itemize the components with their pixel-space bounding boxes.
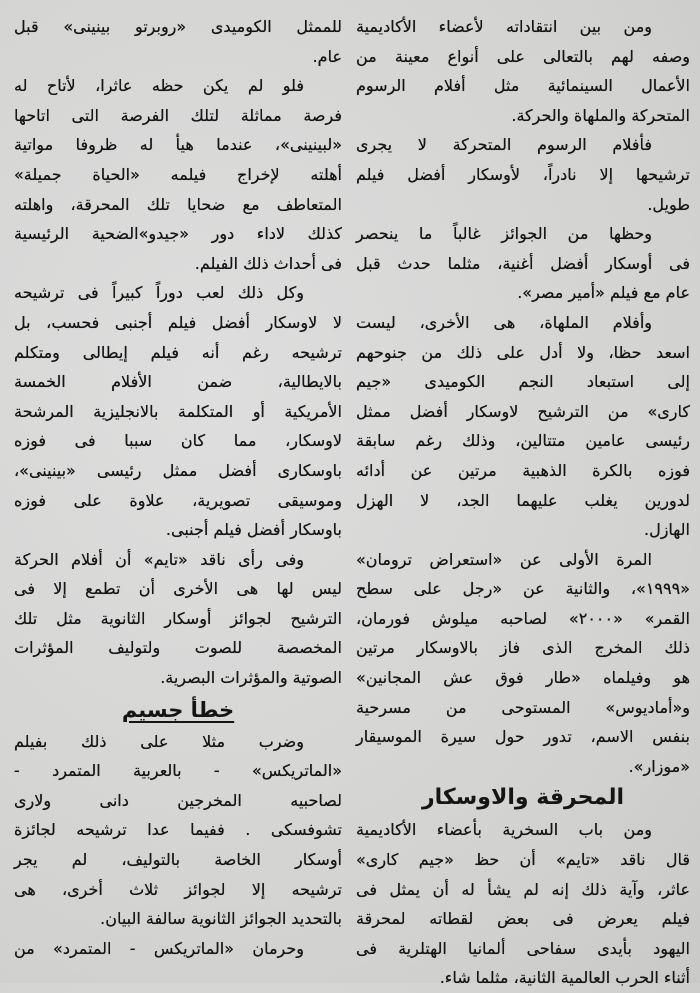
text-line: ترشيحه رغم أنه فيلم إيطالى ومتكلم: [14, 342, 342, 362]
paragraph: [356, 308, 690, 545]
text-line: فلو لم يكن حظه عاثرا، لأتاح له: [14, 76, 304, 96]
text-line: ليس لها هى الأخرى أن تطمع إلا فى: [14, 579, 342, 599]
text-line: ترشيحه إلا لجوائز ثلاث أخرى، هى: [14, 879, 342, 899]
text-line: «لبينينى»، عندما هيأ له ظروفا مواتية: [14, 135, 342, 155]
text-line: الأعمال السينمائية مثل أفلام الرسوم: [356, 76, 690, 96]
text-line: المتعاطف مع ضحايا تلك المحرقة، واهلته: [14, 194, 342, 214]
text-line: وحرمان «الماتريكس - المتمرد» من: [14, 938, 304, 958]
text-line: الصوتية والمؤثرات البصرية.: [160, 668, 342, 688]
text-line: لصاحبيه المخرجين دانى ولارى: [14, 790, 342, 810]
text-line: وفى رأى ناقد «تايم» أن أفلام الحركة: [14, 549, 304, 569]
text-line: عاثر، وآية ذلك إنه لم يشأ له أن يمثل فى: [356, 879, 690, 899]
paragraph: [14, 71, 342, 278]
text-line: اسعد حظا، ولا أدل على ذلك من جنوحهم: [356, 342, 690, 362]
text-line: الهازل.: [643, 520, 690, 540]
text-line: وصفه لهم بالتعالى على أنواع معينة من: [356, 46, 690, 66]
paragraph: [14, 545, 342, 693]
paragraph: [356, 12, 690, 130]
text-line: فأفلام الرسوم المتحركة لا يجرى: [356, 135, 652, 155]
text-line: عام مع فيلم «أمير مصر».: [517, 283, 690, 303]
text-line: عام.: [312, 46, 342, 66]
text-line: لا لاوسكار أفضل فيلم أجنبى فحسب، بل: [14, 312, 342, 332]
text-line: إلى استبعاد النجم الكوميدى «جيم: [356, 372, 690, 392]
text-line: ومن بين انتقاداته لأعضاء الأكاديمية: [356, 17, 652, 36]
text-line: فيلم يعرض فى بعض لقطاته لمحرقة: [356, 909, 690, 929]
text-line: أهلته لإخراج فيلمه «الحياة جميلة»: [14, 164, 342, 184]
text-line: الترشيح لجوائز أوسكار الثانوية مثل تلك: [14, 608, 342, 628]
text-line: قال ناقد «تايم» أن حظ «جيم كارى»: [356, 850, 690, 870]
text-line: رئيسى عامين متتالين، وذلك رغم سابقة: [356, 431, 690, 451]
text-line: وحظها من الجوائز غالباً ما ينحصر: [356, 224, 652, 244]
paragraph: [14, 727, 342, 934]
text-line: فى أوسكار أفضل أغنية، مثلما حدث قبل: [356, 253, 690, 273]
text-line: القمر» «٢٠٠٠» لصاحبه ميلوش فورمان،: [356, 608, 690, 628]
text-line: فى أحداث ذلك الفيلم.: [194, 253, 342, 273]
text-line: «١٩٩٩»، والثانية عن «رجل على سطح: [356, 579, 690, 599]
text-line: باوسكارى أفضل ممثل رئيسى «بينينى»،: [14, 460, 342, 480]
paragraph: [356, 219, 690, 308]
section-heading: خطأ جسيم: [121, 697, 235, 722]
paragraph: [14, 12, 342, 71]
text-line: أثناء الحرب العالمية الثانية، مثلما شاء.: [439, 968, 690, 988]
text-line: فرصة مماثلة لتلك الفرصة التى اتاحها: [14, 105, 342, 125]
text-line: بالايطالية، ضمن الأفلام الخمسة: [14, 372, 342, 392]
text-line: وكل ذلك لعب دوراً كبيراً فى ترشيحه: [14, 283, 304, 303]
text-line: و«أماديوس» المستوحى من مسرحية: [356, 697, 690, 717]
text-line: هو وفيلماه «طار فوق عش المجانين»: [356, 668, 690, 688]
text-line: ترشيحها إلا نادراً، لأوسكار أفضل فيلم: [356, 164, 690, 184]
paragraph: [356, 815, 690, 993]
paragraph: [14, 934, 342, 964]
text-line: اليهود بأيدى سفاحى ألمانيا الهتلرية فى: [356, 938, 690, 958]
text-line: وأفلام الملهاة، هى الأخرى، ليست: [356, 312, 652, 332]
text-line: وموسيقى تصويرية، علاوة على فوزه: [14, 490, 342, 510]
text-line: بنفس الاسم، تدور حول سيرة الموسيقار: [356, 727, 690, 747]
article-column-right: [356, 12, 690, 993]
paragraph: [356, 545, 690, 782]
text-line: لدورين يغلب عليهما الجد، لا الهزل: [356, 490, 690, 510]
article-column-left: [14, 12, 342, 963]
text-line: وضرب مثلا على ذلك بفيلم: [14, 731, 304, 751]
text-line: طويل.: [647, 194, 690, 214]
text-line: تشوفسكى . ففيما عدا ترشيحه لجائزة: [14, 820, 342, 840]
text-line: المتحركة والملهاة والحركة.: [511, 105, 690, 125]
text-line: ومن باب السخرية بأعضاء الأكاديمية: [356, 820, 652, 840]
text-line: فوزه بالكرة الذهبية مرتين عن أدائه: [356, 460, 690, 480]
section-heading: المحرقة والاوسكار: [421, 785, 625, 811]
text-line: «الماتريكس» - بالعربية المتمرد -: [14, 761, 342, 781]
text-line: أوسكار الخاصة بالتوليف، لم يجر: [14, 850, 342, 870]
text-line: «موزار».: [628, 756, 690, 776]
text-line: المخصصة للصوت ولتوليف المؤثرات: [14, 638, 342, 658]
text-line: لاوسكار، مما كان سببا فى فوزه: [14, 431, 342, 451]
text-line: باوسكار أفضل فيلم أجنبى.: [165, 520, 342, 540]
paragraph: [14, 278, 342, 544]
text-line: الأمريكية أو المتكلمة بالانجليزية المرشحة: [14, 401, 342, 421]
text-line: للممثل الكوميدى «روبرتو بينينى» قبل: [14, 17, 342, 36]
text-line: بالتحديد الجوائز الثانوية سالفة البيان.: [100, 909, 342, 929]
text-line: كذلك لاداء دور «جيدو»الضحية الرئيسية: [14, 224, 342, 244]
paragraph: [356, 130, 690, 219]
text-line: ذلك المخرج الذى فاز بالاوسكار مرتين: [356, 638, 690, 658]
text-line: المرة الأولى عن «استعراض ترومان»: [356, 549, 652, 569]
text-line: كارى» من الترشيح لاوسكار أفضل ممثل: [356, 401, 690, 421]
